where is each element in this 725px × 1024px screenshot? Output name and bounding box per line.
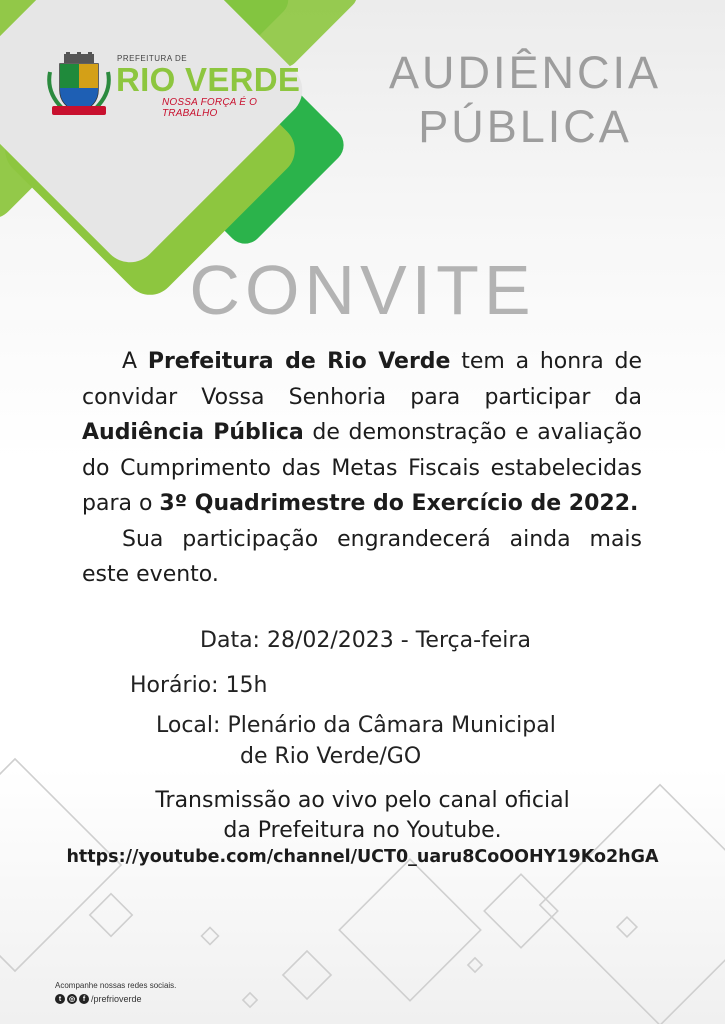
invitation-text xyxy=(82,344,642,593)
place-label: Local: xyxy=(156,713,221,738)
coat-of-arms-icon xyxy=(44,52,114,118)
logo-prefix: PREFEITURA DE xyxy=(117,54,188,63)
title-line-1: AUDIÊNCIA xyxy=(388,47,662,98)
invitation-paragraph xyxy=(82,344,642,522)
title-line-2: PÚBLICA xyxy=(418,101,632,152)
logo-slogan: NOSSA FORÇA É O TRABALHO xyxy=(162,97,258,119)
logo-city-name: RIO VERDE xyxy=(116,61,301,98)
instagram-icon[interactable]: ◎ xyxy=(68,996,76,1003)
page-title: CONVITE xyxy=(189,251,536,329)
broadcast-info xyxy=(0,786,725,846)
text-span: tem a honra de convidar Vossa Senhoria para participar da xyxy=(82,349,642,410)
event-type-title xyxy=(365,46,685,154)
prefeitura-logo xyxy=(44,52,306,118)
youtube-channel-link[interactable]: https://youtube.com/channel/UCT0_uaru8CoOOHY19Ko2hGA xyxy=(66,847,659,867)
date-label: Data: xyxy=(200,628,260,653)
bold-period: 3º Quadrimestre do Exercício de 2022. xyxy=(159,491,639,516)
time-label: Horário: xyxy=(130,673,219,698)
event-place xyxy=(156,713,556,738)
text-span: de demonstração e avaliação do Cumprimento das Metas Fiscais estabelecidas para o xyxy=(82,420,642,516)
social-text: Acompanhe nossas redes sociais. xyxy=(55,981,177,990)
place-value-line2: de Rio Verde/GO xyxy=(240,744,422,769)
event-time xyxy=(130,673,268,698)
event-date xyxy=(0,628,725,653)
social-footer xyxy=(55,981,176,1004)
broadcast-line-1: Transmissão ao vivo pelo canal oficial xyxy=(155,788,570,813)
time-value: 15h xyxy=(225,673,268,698)
closing-paragraph: Sua participação engrandecerá ainda mais este evento. xyxy=(82,526,642,587)
date-value: 28/02/2023 - Terça-feira xyxy=(266,628,531,653)
broadcast-line-2: da Prefeitura no Youtube. xyxy=(223,818,502,843)
facebook-icon[interactable]: f xyxy=(79,994,89,1004)
social-handle-row xyxy=(55,994,176,1004)
text-span: A xyxy=(122,349,148,374)
place-value-line1: Plenário da Câmara Municipal xyxy=(227,713,556,738)
twitter-icon[interactable]: t xyxy=(55,994,65,1004)
bold-organization: Prefeitura de Rio Verde xyxy=(147,349,451,374)
social-handle: /prefrioverde xyxy=(91,994,142,1004)
bold-event-name: Audiência Pública xyxy=(82,420,304,445)
